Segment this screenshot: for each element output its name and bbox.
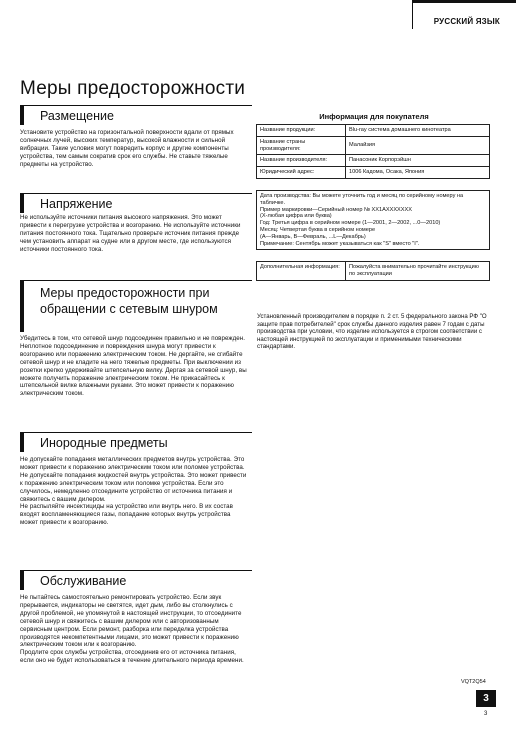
date-line: (A—Январь, B—Февраль, ...L—Декабрь)	[260, 233, 366, 240]
table-row	[257, 136, 490, 155]
date-line: Год: Третья цифра в серийном номере (1—2001, 2—2002, ...0—2010)	[260, 220, 441, 227]
date-line: Дата производства: Вы можете уточнить год и месяц по серийному номеру на табличке.	[260, 192, 464, 206]
page-number: 3	[484, 711, 488, 717]
service-life-note: Установленный производителем в порядке п. 2 ст. 5 федерального закона РФ "О защите прав потребителей" срок службы данного изделия равен 7 годам с даты производства при условии, что изделие используется в строгом соответствии с настоящей инструкцией по эксплуатации и применимыми техническими стандартами.	[257, 313, 487, 351]
foreign-objects-paragraph: Не допускайте попадания жидкостей внутрь устройства. Это может привести к поражению электрическим током или поломке устройства. Если это случилось, немедленно отсоедините устройство от источника питания и свяжитесь с вашим дилером.	[20, 471, 247, 503]
section-body-foreign-objects	[20, 456, 248, 527]
language-label: РУССКИЙ ЯЗЫК	[412, 0, 516, 29]
date-line: Примечание: Сентябрь может указываться как "S" вместо "I".	[260, 240, 420, 247]
product-name-value: Blu-ray система домашнего кинотеатра	[346, 125, 490, 137]
date-line: (X-любая цифра или буква)	[260, 213, 332, 220]
document-code: VQT2Q54	[461, 679, 486, 685]
page-number-box: 3	[476, 690, 496, 707]
table-row	[257, 125, 490, 137]
extra-info-value: Пожалуйста внимательно прочитайте инструкцию по эксплуатации	[346, 262, 490, 281]
table-row	[257, 155, 490, 167]
country-label: Название страны производителя:	[257, 136, 346, 155]
manufacturer-label: Название производителя:	[257, 155, 346, 167]
section-heading-placement: Размещение	[20, 105, 252, 125]
country-value: Малайзия	[346, 136, 490, 155]
section-heading-power-cord: Меры предосторожности при обращении с сетевым шнуром	[20, 280, 252, 332]
section-heading-voltage: Напряжение	[20, 193, 252, 213]
date-line: Месяц: Четвертая буква в серийном номере	[260, 226, 376, 233]
section-heading-service: Обслуживание	[20, 570, 252, 590]
service-paragraph: Продлите срок службы устройства, отсоединив его от источника питания, если оно не будет использоваться в течение длительного периода времени.	[20, 649, 244, 665]
address-value: 1006 Кадома, Осака, Япония	[346, 167, 490, 179]
buyer-info-title: Информация для покупателя	[319, 112, 429, 121]
service-paragraph: Не пытайтесь самостоятельно ремонтировать устройство. Если звук прерывается, индикаторы не светятся, идет дым, либо вы столкнулись с другой проблемой, не упомянутой в настоящей инструкции, то отсоедините сетевой шнур и свяжитесь с вашим дилером или с авторизованным сервисным центром. Если ремонт, разборка или переделка устройства производятся некомпетентными лицами, это может привести к поражению электрическим током или к возгоранию.	[20, 594, 242, 649]
address-label: Юридический адрес:	[257, 167, 346, 179]
buyer-info-table	[256, 124, 490, 281]
section-body-voltage: Не используйте источники питания высокого напряжения. Это может привести к перегрузке устройства и возгоранию. Не используйте источники питания постоянного тока. Тщательно проверьте источник питания прежде чем установить аппарат на судне или в другом месте, где используются источники постоянного тока.	[20, 214, 241, 253]
manufacturer-value: Панасоник Корпорэйшн	[346, 155, 490, 167]
section-body-service	[20, 594, 248, 665]
foreign-objects-paragraph: Не распыляйте инсектициды на устройство или внутрь него. В их состав входят воспламеняющиеся газы, попадание которых внутрь устройства может привести к возгоранию.	[20, 503, 233, 527]
table-row	[257, 190, 490, 249]
page-title: Меры предосторожности	[20, 78, 246, 99]
section-body-placement: Установите устройство на горизонтальной поверхности вдали от прямых солнечных лучей, высоких температур, высокой влажности и сильной вибрации. Такие условия могут повредить корпус и другие компоненты устройства, тем самым сократив срок его службы. Не ставьте тяжелые предметы на устройство.	[20, 129, 234, 168]
table-row	[257, 262, 490, 281]
production-date-info	[257, 190, 490, 249]
section-body-power-cord: Убедитесь в том, что сетевой шнур подсоединен правильно и не поврежден. Неплотное подсоединение и повреждения шнура могут привести к возгоранию или поражению электрическим током. Не дергайте, не сгибайте сетевой шнур и не кладите на него тяжелые предметы. При выключении из розетки крепко удерживайте штепсельную вилку. Дергая за сетевой шнур, вы можете получить поражение электрическим током. Не прикасайтесь к штепсельной вилке влажными руками. Это может привести к поражению электрическим током.	[20, 335, 247, 398]
section-heading-foreign-objects: Инородные предметы	[20, 432, 252, 452]
product-name-label: Название продукции:	[257, 125, 346, 137]
date-line: Пример маркировки—Серийный номер № XX1AXXXXXXX	[260, 206, 412, 213]
table-row	[257, 167, 490, 179]
extra-info-label: Дополнительная информация:	[257, 262, 346, 281]
foreign-objects-paragraph: Не допускайте попадания металлических предметов внутрь устройства. Это может привести к поражению электрическим током или поломке устройства.	[20, 456, 245, 471]
